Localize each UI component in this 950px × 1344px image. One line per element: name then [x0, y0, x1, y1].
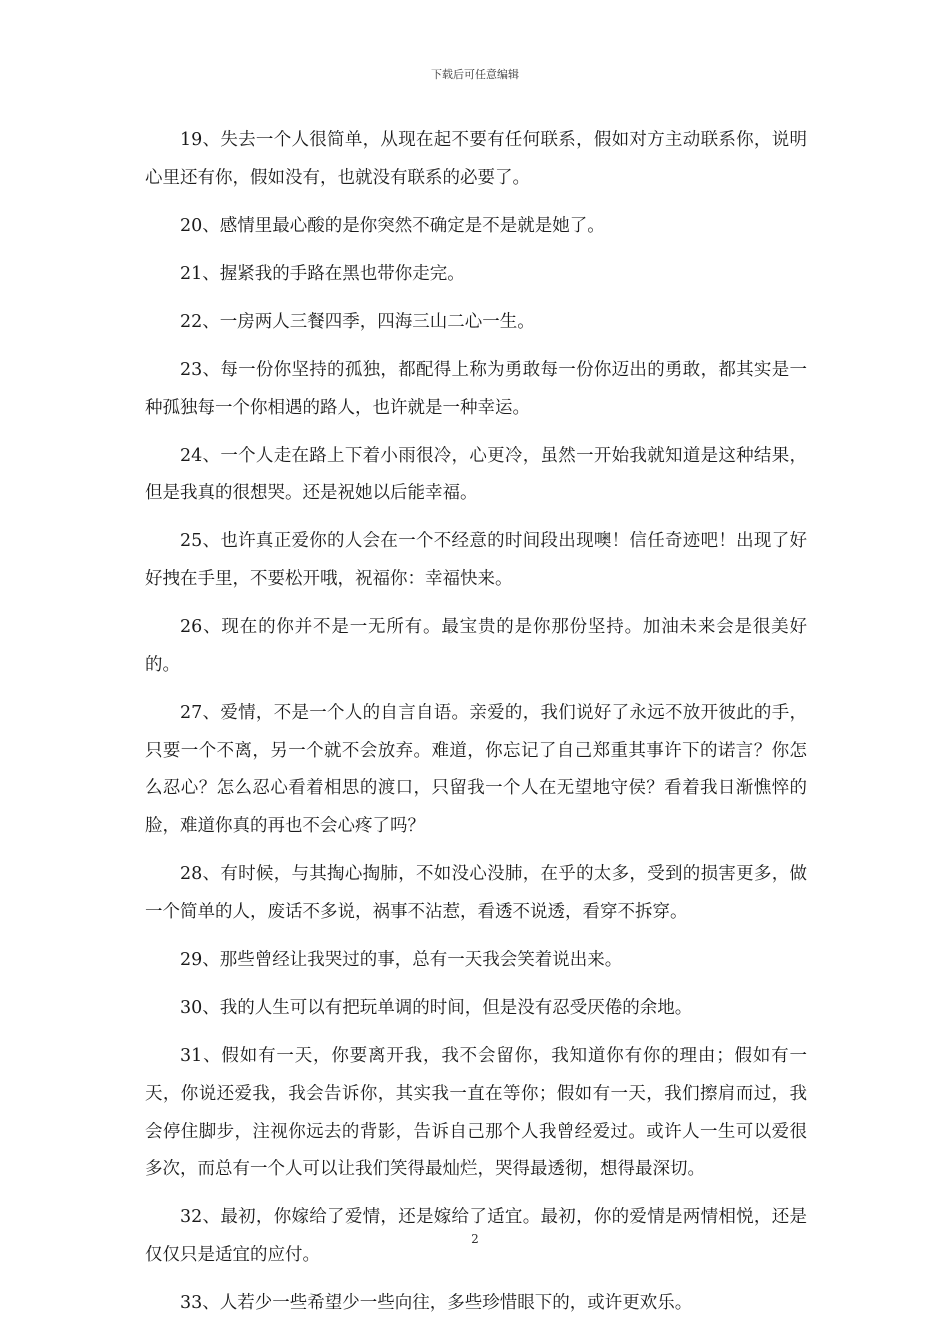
paragraph-31: 31、假如有一天，你要离开我，我不会留你，我知道你有你的理由；假如有一天，你说还爱我，我会告诉你，其实我一直在等你；假如有一天，我们擦肩而过，我会停住脚步，注视你远去的背影，告诉自己那个人我曾经爱过。或许人一生可以爱很多次，而总有一个人可以让我们笑得最灿烂，哭得最透彻，想得最深切。 — [145, 1045, 807, 1180]
paragraph-28: 28、有时候，与其掏心掏肺，不如没心没肺，在乎的太多，受到的损害更多，做一个简单的人，废话不多说，祸事不沾惹，看透不说透，看穿不拆穿。 — [145, 864, 807, 923]
paragraph-26: 26、现在的你并不是一无所有。最宝贵的是你那份坚持。加油未来会是很美好的。 — [145, 617, 807, 675]
paragraph-33: 33、人若少一些希望少一些向往，多些珍惜眼下的，或许更欢乐。 — [180, 1293, 693, 1314]
paragraph-22: 22、一房两人三餐四季，四海三山二心一生。 — [180, 311, 535, 332]
paragraph-19: 19、失去一个人很简单，从现在起不要有任何联系，假如对方主动联系你，说明心里还有你，假如没有，也就没有联系的必要了。 — [145, 130, 807, 188]
paragraph-30: 30、我的人生可以有把玩单调的时间，但是没有忍受厌倦的余地。 — [180, 998, 693, 1018]
paragraph-27: 27、爱情，不是一个人的自言自语。亲爱的，我们说好了永远不放开彼此的手，只要一个不离，另一个就不会放弃。难道，你忘记了自己郑重其事许下的诺言？你怎么忍心？怎么忍心看着相思的渡口，只留我一个人在无望地守侯？看着我日渐憔悴的脸，难道你真的再也不会心疼了吗？ — [145, 702, 807, 837]
paragraph-29: 29、那些曾经让我哭过的事，总有一天我会笑着说出来。 — [180, 950, 623, 971]
paragraph-32: 32、最初，你嫁给了爱情，还是嫁给了适宜。最初，你的爱情是两情相悦，还是仅仅只是适宜的应付。 — [145, 1207, 807, 1266]
paragraph-24: 24、一个人走在路上下着小雨很冷，心更冷，虽然一开始我就知道是这种结果，但是我真的很想哭。还是祝她以后能幸福。 — [145, 445, 807, 504]
document-body — [145, 122, 807, 1333]
paragraph-23: 23、每一份你坚持的孤独，都配得上称为勇敢每一份你迈出的勇敢，都其实是一种孤独每一个你相遇的路人，也许就是一种幸运。 — [145, 359, 807, 418]
page-header: 下载后可任意编辑 — [431, 68, 519, 81]
paragraph-20: 20、感情里最心酸的是你突然不确定是不是就是她了。 — [180, 215, 605, 236]
paragraph-25: 25、也许真正爱你的人会在一个不经意的时间段出现噢！信任奇迹吧！出现了好好拽在手里，不要松开哦，祝福你：幸福快来。 — [145, 531, 807, 590]
paragraph-21: 21、握紧我的手路在黑也带你走完。 — [180, 263, 465, 284]
page-number: 2 — [471, 1232, 479, 1246]
